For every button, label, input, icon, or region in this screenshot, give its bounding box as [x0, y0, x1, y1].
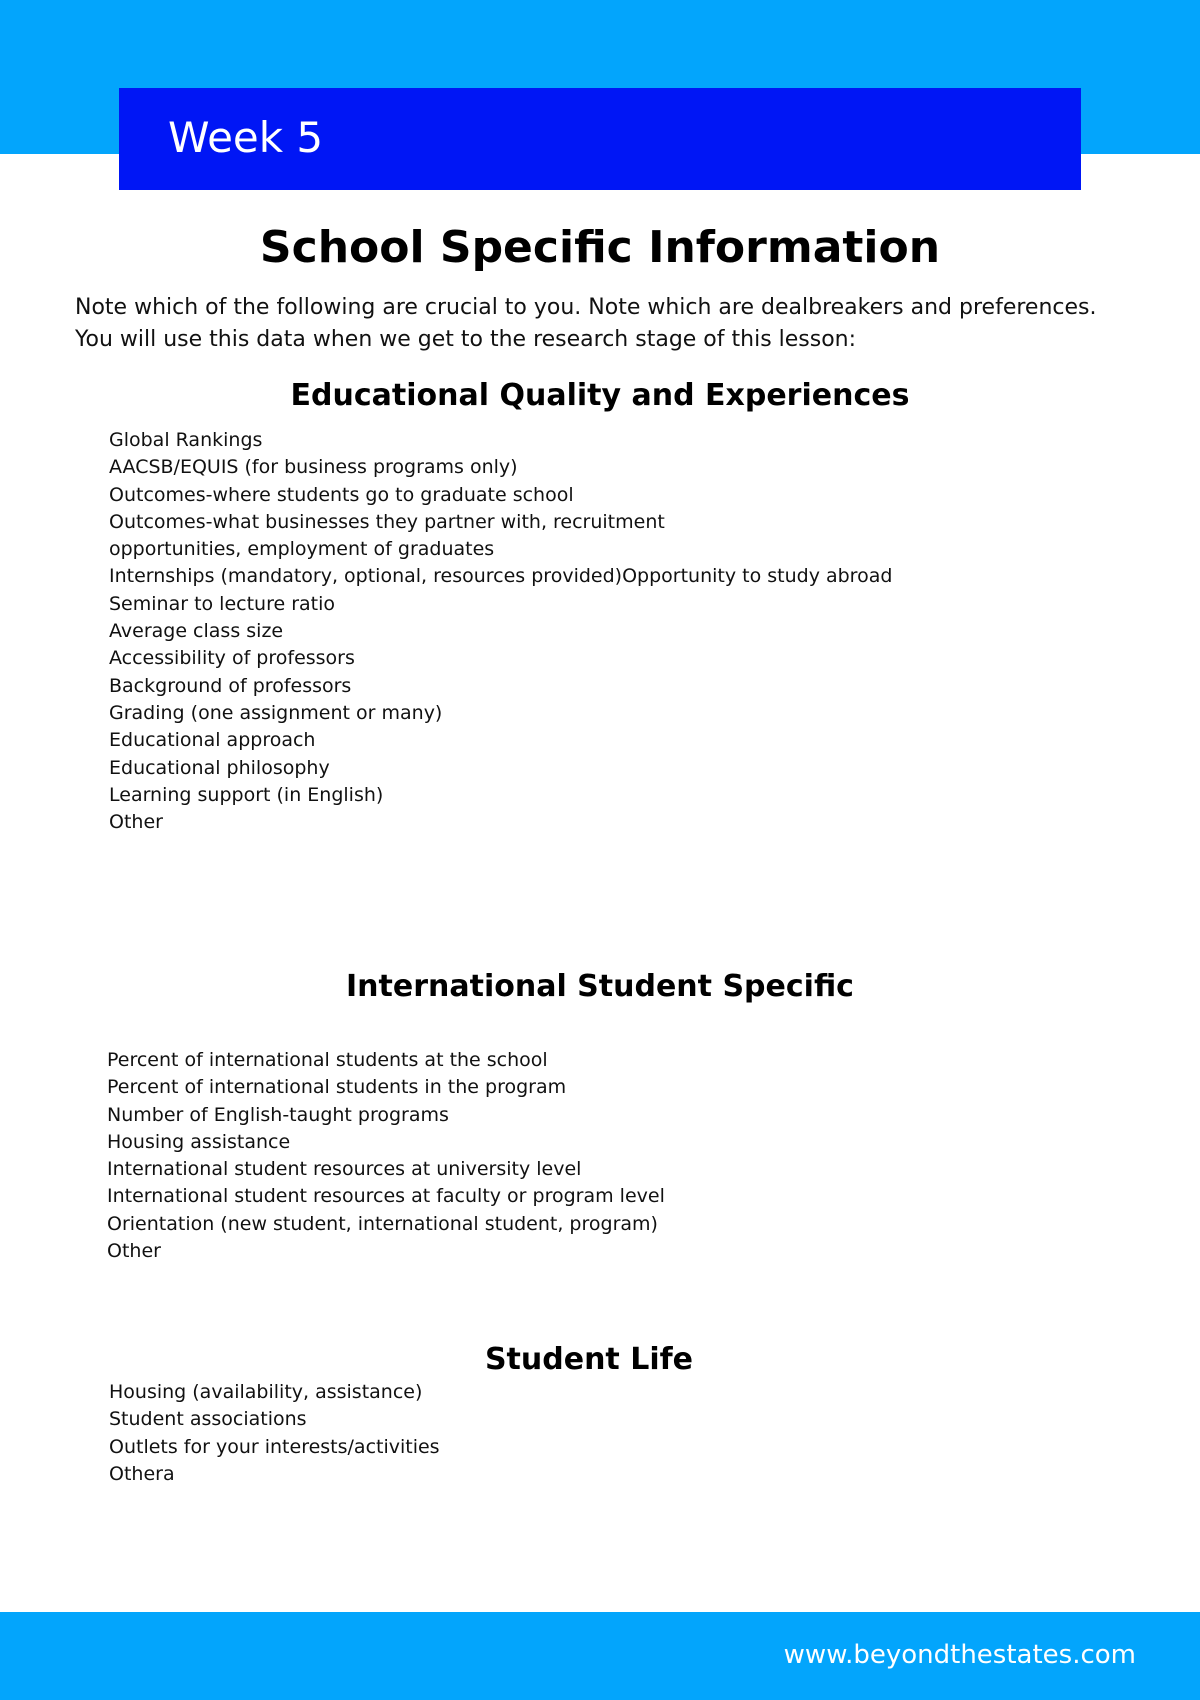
- list-item: Student associations: [109, 1408, 307, 1431]
- section-heading-international-student: International Student Specific: [346, 969, 854, 1004]
- list-item: Orientation (new student, international student, program): [107, 1212, 658, 1235]
- list-item: Seminar to lecture ratio: [109, 592, 336, 615]
- website-link[interactable]: www.beyondthestates.com: [783, 1640, 1136, 1670]
- list-item: Other: [107, 1240, 161, 1263]
- list-item: Outlets for your interests/activities: [109, 1435, 440, 1458]
- list-item: International student resources at faculty or program level: [107, 1185, 665, 1208]
- section-heading-student-life: Student Life: [484, 1342, 694, 1377]
- list-item: Educational philosophy: [109, 756, 330, 779]
- list-item: Housing assistance: [107, 1130, 291, 1153]
- list-item: Othera: [109, 1462, 175, 1485]
- list-item: opportunities, employment of graduates: [109, 538, 495, 561]
- intro-text: [75, 292, 1155, 356]
- list-item: Percent of international students in the program: [107, 1076, 567, 1099]
- list-item: Global Rankings: [109, 429, 263, 451]
- list-item: Number of English-taught programs: [107, 1103, 449, 1126]
- intro-line: You will use this data when we get to the research stage of this lesson:: [75, 327, 857, 352]
- list-item: Average class size: [109, 620, 284, 643]
- list-item: Internships (mandatory, optional, resources provided)Opportunity to study abroad: [109, 565, 893, 588]
- list-item: Learning support (in English): [109, 783, 384, 806]
- week-banner: [119, 88, 1081, 190]
- list-item: Outcomes-where students go to graduate school: [109, 483, 574, 506]
- list-item: Background of professors: [109, 674, 352, 697]
- list-item: Housing (availability, assistance): [109, 1381, 423, 1403]
- intro-line: Note which of the following are crucial to you. Note which are dealbreakers and preferences.: [75, 295, 1097, 320]
- international-student-list: [107, 1047, 665, 1265]
- list-item: Grading (one assignment or many): [109, 701, 443, 724]
- list-item: Educational approach: [109, 729, 316, 752]
- section-heading-educational-quality: Educational Quality and Experiences: [290, 378, 910, 413]
- educational-quality-list: [109, 427, 892, 836]
- footer-band: [0, 1612, 1200, 1700]
- page-title: School Specific Information: [259, 222, 941, 273]
- student-life-list: [109, 1379, 440, 1488]
- list-item: Accessibility of professors: [109, 647, 355, 670]
- list-item: Outcomes-what businesses they partner with, recruitment: [109, 510, 665, 533]
- list-item: AACSB/EQUIS (for business programs only): [109, 456, 518, 479]
- list-item: Other: [109, 811, 163, 834]
- list-item: International student resources at university level: [107, 1158, 582, 1181]
- week-label: Week 5: [168, 113, 324, 162]
- list-item: Percent of international students at the school: [107, 1049, 548, 1071]
